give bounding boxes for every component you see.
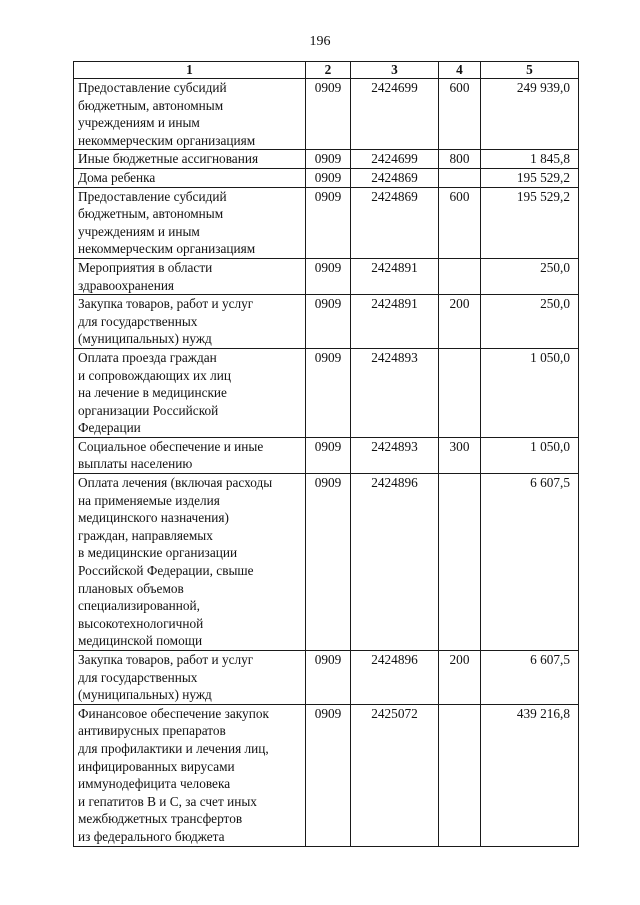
row-amount-cell: 250,0 — [481, 295, 579, 349]
table-row — [74, 187, 579, 258]
row-target-cell: 2425072 — [351, 704, 439, 846]
row-name-cell — [74, 348, 306, 437]
row-name-line: высокотехнологичной — [78, 615, 204, 631]
row-name-line: Федерации — [78, 420, 141, 436]
row-amount-cell: 6 607,5 — [481, 651, 579, 705]
table-row — [74, 150, 579, 169]
row-section-cell: 0909 — [306, 187, 351, 258]
row-section-cell: 0909 — [306, 651, 351, 705]
row-amount-cell: 1 845,8 — [481, 150, 579, 169]
row-name-line: Дома ребенка — [78, 169, 156, 185]
row-target-cell: 2424893 — [351, 348, 439, 437]
row-name-line: Предоставление субсидий — [78, 80, 227, 95]
row-name-line: на применяемые изделия — [78, 492, 220, 508]
header-col-5: 5 — [481, 62, 579, 79]
row-name-line: Финансовое обеспечение закупок — [78, 705, 269, 721]
row-section-cell: 0909 — [306, 348, 351, 437]
row-amount-cell: 6 607,5 — [481, 474, 579, 651]
row-expense-cell — [439, 474, 481, 651]
row-target-cell: 2424869 — [351, 187, 439, 258]
row-name-cell — [74, 258, 306, 294]
row-name-cell — [74, 295, 306, 349]
header-col-2: 2 — [306, 62, 351, 79]
row-name-line: для государственных — [78, 669, 198, 685]
row-target-cell: 2424891 — [351, 258, 439, 294]
table-row — [74, 651, 579, 705]
page-number: 196 — [309, 34, 331, 49]
row-section-cell: 0909 — [306, 258, 351, 294]
row-name-line: медицинского назначения) — [78, 510, 229, 526]
row-name-line: инфицированных вирусами — [78, 758, 235, 774]
row-expense-cell: 600 — [439, 79, 481, 150]
row-name-line: для профилактики и лечения лиц, — [78, 740, 269, 756]
row-name-line: (муниципальных) нужд — [78, 687, 212, 703]
table-row — [74, 704, 579, 846]
row-name-line: учреждениям и иным — [78, 223, 200, 239]
row-name-line: граждан, направляемых — [78, 527, 213, 543]
row-name-cell — [74, 704, 306, 846]
table-row — [74, 168, 579, 187]
row-name-line: на лечение в медицинские — [78, 385, 227, 401]
table-row — [74, 79, 579, 150]
row-name-line: Российской Федерации, свыше — [78, 563, 254, 579]
row-name-line: и сопровождающих их лиц — [78, 367, 231, 383]
row-name-line: Закупка товаров, работ и услуг — [78, 296, 254, 312]
row-expense-cell — [439, 348, 481, 437]
row-name-line: некоммерческим организациям — [78, 132, 256, 148]
row-amount-cell: 439 216,8 — [481, 704, 579, 846]
row-expense-cell: 600 — [439, 187, 481, 258]
row-name-line: из федерального бюджета — [78, 828, 225, 844]
row-section-cell: 0909 — [306, 704, 351, 846]
row-amount-cell: 195 529,2 — [481, 168, 579, 187]
row-name-line: Социальное обеспечение и иные — [78, 438, 264, 454]
row-section-cell: 0909 — [306, 79, 351, 150]
row-amount-cell: 250,0 — [481, 258, 579, 294]
row-target-cell: 2424896 — [351, 474, 439, 651]
row-target-cell: 2424869 — [351, 168, 439, 187]
row-section-cell: 0909 — [306, 150, 351, 169]
row-name-line: бюджетным, автономным — [78, 206, 224, 222]
row-amount-cell: 1 050,0 — [481, 437, 579, 473]
row-target-cell: 2424699 — [351, 150, 439, 169]
row-name-line: Иные бюджетные ассигнования — [78, 151, 259, 167]
row-section-cell: 0909 — [306, 295, 351, 349]
row-name-cell — [74, 187, 306, 258]
row-target-cell: 2424699 — [351, 79, 439, 150]
row-name-line: (муниципальных) нужд — [78, 331, 212, 347]
header-col-3: 3 — [351, 62, 439, 79]
row-name-line: для государственных — [78, 313, 198, 329]
row-name-line: некоммерческим организациям — [78, 241, 256, 257]
row-name-line: Предоставление субсидий — [78, 188, 227, 204]
table-row — [74, 474, 579, 651]
row-name-cell — [74, 168, 306, 187]
row-name-line: здравоохранения — [78, 277, 175, 293]
row-target-cell: 2424891 — [351, 295, 439, 349]
row-name-line: Оплата проезда граждан — [78, 349, 217, 365]
row-name-cell — [74, 79, 306, 150]
row-target-cell: 2424896 — [351, 651, 439, 705]
row-expense-cell: 200 — [439, 651, 481, 705]
row-expense-cell: 300 — [439, 437, 481, 473]
row-name-line: антивирусных препаратов — [78, 723, 226, 739]
row-name-cell — [74, 437, 306, 473]
row-name-line: Оплата лечения (включая расходы — [78, 475, 273, 491]
table-header — [74, 62, 579, 79]
row-name-line: медицинской помощи — [78, 633, 203, 649]
header-row — [74, 62, 579, 79]
row-name-line: межбюджетных трансфертов — [78, 811, 243, 827]
row-name-line: Мероприятия в области — [78, 259, 213, 275]
budget-table — [73, 61, 579, 847]
table-row — [74, 348, 579, 437]
row-name-line: и гепатитов В и С, за счет иных — [78, 793, 257, 809]
row-section-cell: 0909 — [306, 168, 351, 187]
row-amount-cell: 195 529,2 — [481, 187, 579, 258]
row-section-cell: 0909 — [306, 437, 351, 473]
row-target-cell: 2424893 — [351, 437, 439, 473]
header-col-4: 4 — [439, 62, 481, 79]
table-row — [74, 258, 579, 294]
row-amount-cell: 249 939,0 — [481, 79, 579, 150]
row-name-line: в медицинские организации — [78, 545, 238, 561]
row-expense-cell: 200 — [439, 295, 481, 349]
row-name-cell — [74, 150, 306, 169]
row-name-cell — [74, 474, 306, 651]
row-amount-cell: 1 050,0 — [481, 348, 579, 437]
row-name-line: бюджетным, автономным — [78, 97, 224, 113]
row-name-line: Закупка товаров, работ и услуг — [78, 652, 254, 667]
row-name-line: иммунодефицита человека — [78, 776, 231, 792]
row-section-cell: 0909 — [306, 474, 351, 651]
row-expense-cell — [439, 168, 481, 187]
row-expense-cell: 800 — [439, 150, 481, 169]
header-col-1: 1 — [74, 62, 306, 79]
table-row — [74, 437, 579, 473]
row-name-line: специализированной, — [78, 598, 200, 614]
row-name-line: организации Российской — [78, 402, 219, 418]
row-expense-cell — [439, 258, 481, 294]
row-name-line: учреждениям и иным — [78, 115, 200, 131]
table-body — [74, 79, 579, 847]
row-expense-cell — [439, 704, 481, 846]
row-name-cell — [74, 651, 306, 705]
row-name-line: плановых объемов — [78, 580, 184, 596]
row-name-line: выплаты населению — [78, 456, 193, 472]
table-row — [74, 295, 579, 349]
